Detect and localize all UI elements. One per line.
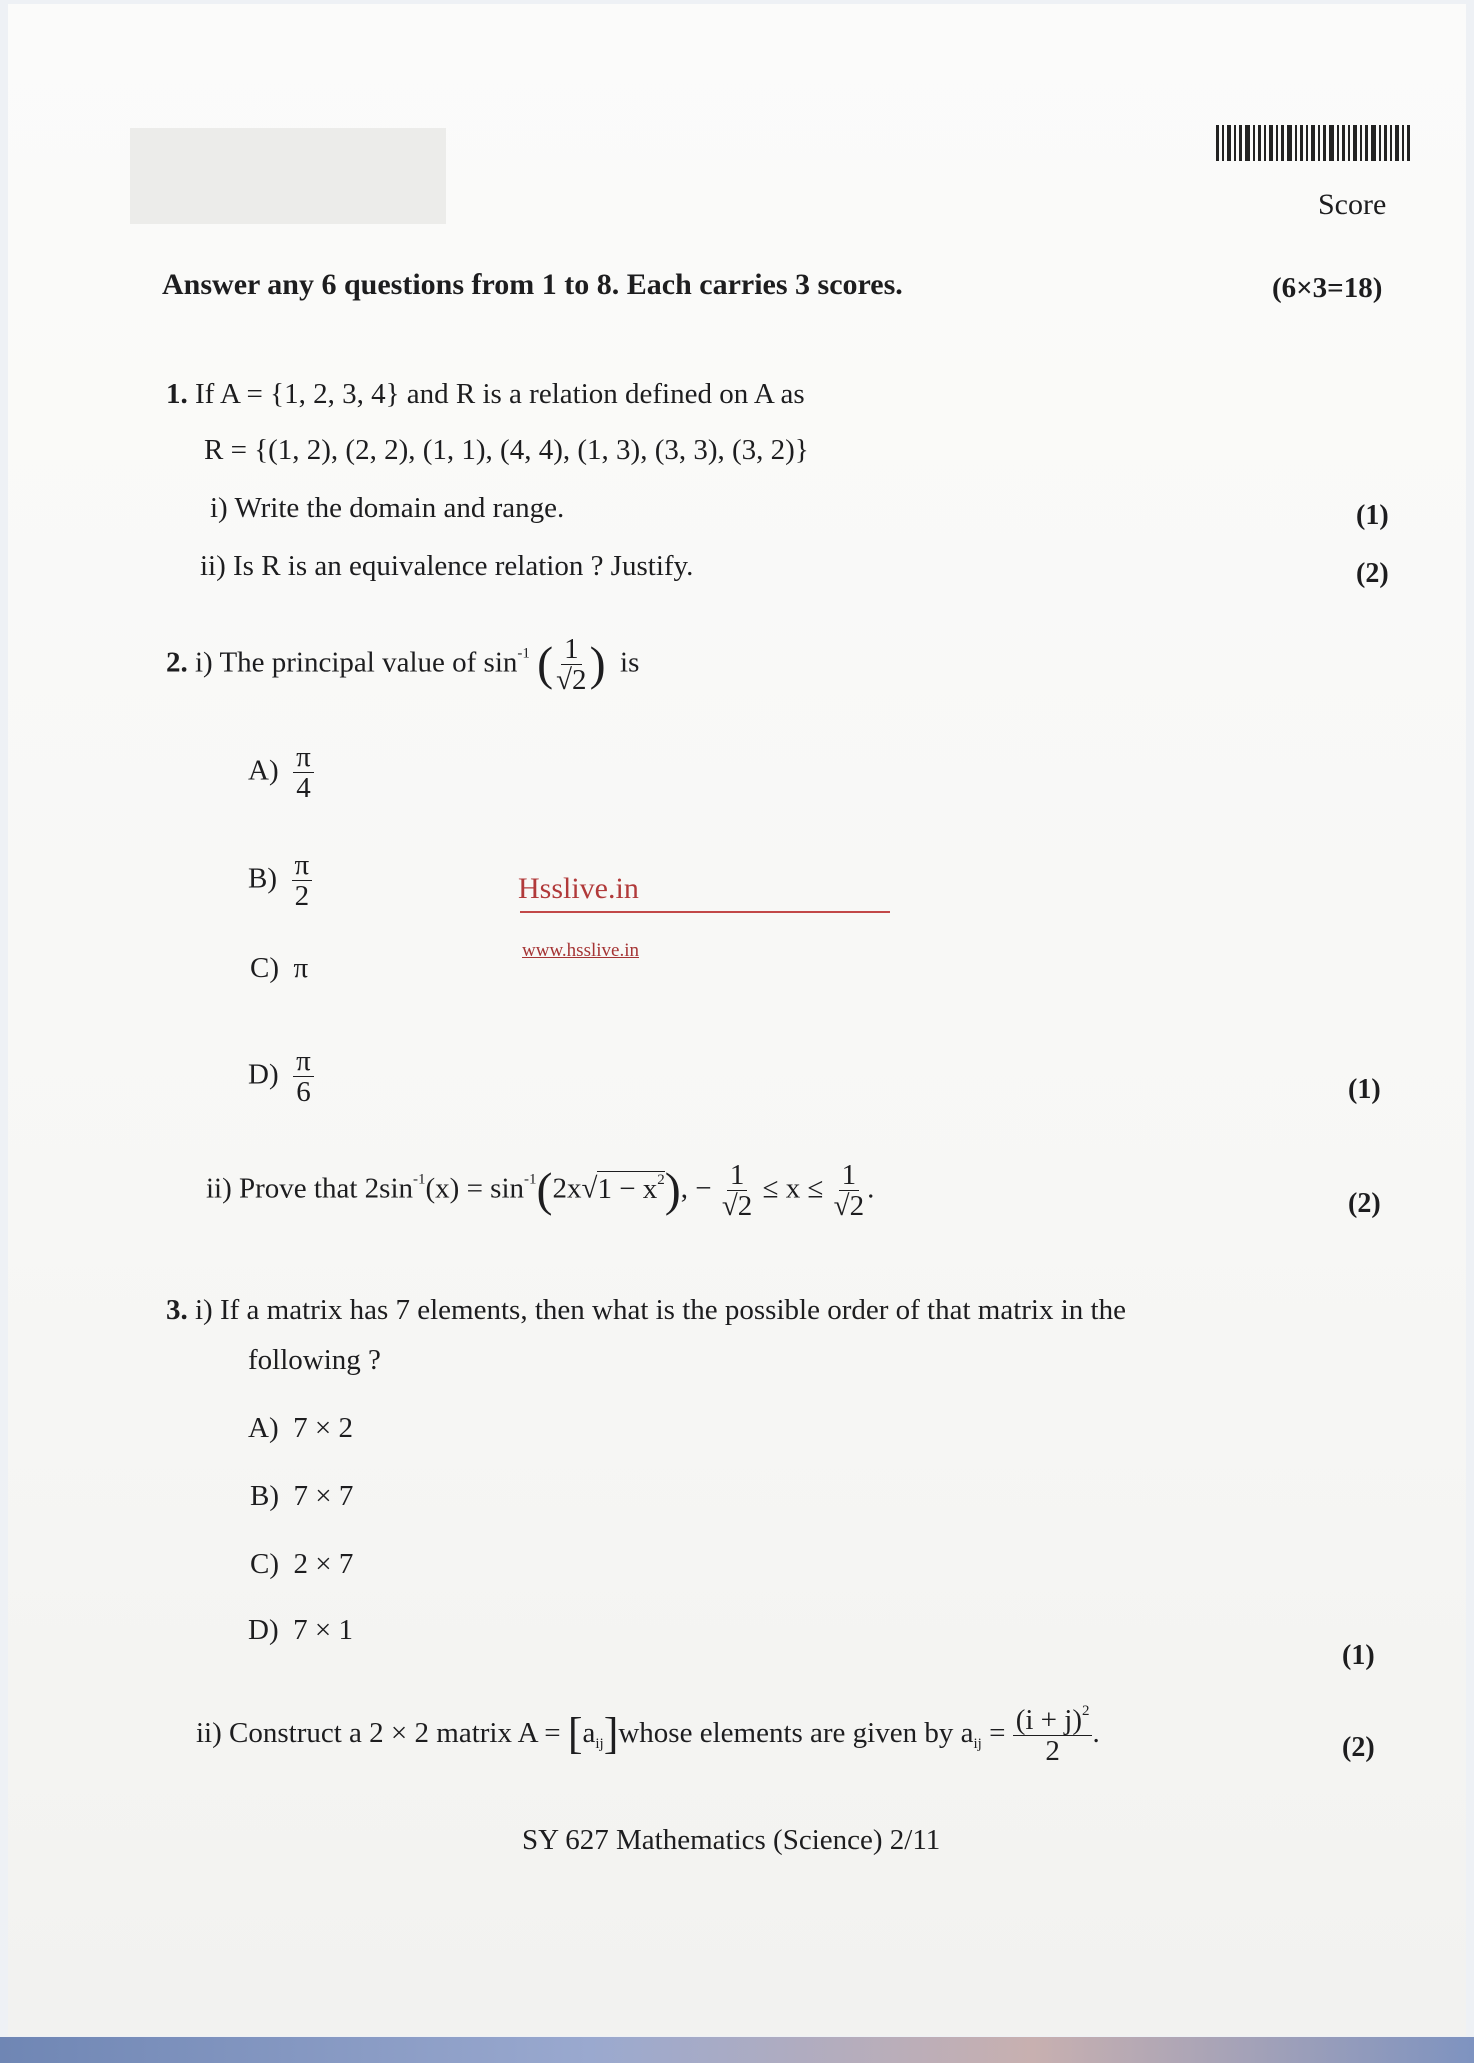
q2-part-i-mark: (1) — [1348, 1074, 1381, 1105]
page-footer: SY 627 Mathematics (Science) 2/11 — [522, 1824, 941, 1856]
square-sup: 2 — [1081, 1703, 1090, 1719]
q2-inverse-sup: -1 — [517, 645, 530, 662]
frac-den: 6 — [296, 1076, 311, 1109]
option-label: B) — [248, 862, 277, 895]
neg-bound-fraction — [719, 1160, 755, 1222]
q2-number: 2. — [166, 646, 188, 679]
q2-frac-den: √2 — [556, 664, 587, 697]
matrix-element: a — [582, 1717, 596, 1750]
q1-part-ii-mark: (2) — [1356, 558, 1389, 589]
num-text: (i + j) — [1015, 1704, 1082, 1736]
option-text: 7 × 1 — [293, 1614, 353, 1646]
q2-part-ii-a: ii) Prove that 2sin — [206, 1172, 414, 1205]
element-formula-fraction — [1013, 1704, 1093, 1767]
q1-part-ii: ii) Is R is an equivalence relation ? Justify. — [200, 550, 694, 582]
total-score: (6×3=18) — [1272, 272, 1383, 304]
q2-part-ii-b: (x) = sin — [425, 1172, 525, 1205]
option-label: D) — [248, 1058, 279, 1091]
pos-bound-fraction — [831, 1160, 867, 1222]
square-sup: 2 — [657, 1171, 665, 1188]
frac-den: √2 — [833, 1190, 865, 1223]
paren-right: ) — [664, 1163, 681, 1217]
q3-part-ii-b: whose elements are given by a — [618, 1717, 974, 1750]
q3-part-ii-mark: (2) — [1342, 1732, 1375, 1763]
q3-part-i-mark: (1) — [1342, 1640, 1375, 1671]
q1-part-i: i) Write the domain and range. — [210, 492, 565, 524]
q3-option-a — [248, 1412, 353, 1445]
inverse-sup: -1 — [524, 1171, 537, 1188]
option-label: C) — [250, 952, 279, 984]
frac-num: 1 — [727, 1160, 748, 1191]
option-fraction — [292, 850, 313, 912]
q1-relation: R = {(1, 2), (2, 2), (1, 1), (4, 4), (1, 3), (3, 3), (3, 2)} — [204, 434, 809, 466]
option-label: D) — [248, 1614, 279, 1646]
option-label: C) — [250, 1548, 279, 1580]
paren-left: ( — [536, 1163, 553, 1217]
q2-option-d — [248, 1046, 314, 1108]
q2-part-i-suffix: is — [620, 646, 640, 679]
paren-right: ) — [589, 637, 606, 691]
matrix-sub: ij — [595, 1736, 604, 1753]
watermark-underline — [520, 911, 890, 913]
q2-part-ii-mark: (2) — [1348, 1188, 1381, 1219]
q1-part-i-mark: (1) — [1356, 500, 1389, 531]
barcode-icon — [1216, 125, 1410, 161]
watermark-site: Hsslive.in — [518, 872, 639, 905]
bracket-left: [ — [567, 1709, 583, 1759]
q3-option-d — [248, 1614, 353, 1647]
sqrt-content — [597, 1171, 664, 1205]
frac-num: π — [293, 742, 314, 773]
q2-part-ii-e: ≤ x ≤ — [762, 1172, 824, 1205]
q2-part-ii: ii) Prove that $2\sin^{-1}(x) = \sin^{-1}(2x√1 - x^2)$, − $\frac{1}{√2}$ ≤ x ≤ $\frac{1}{√2}$ . — [206, 1159, 875, 1223]
option-fraction — [293, 742, 314, 804]
q3-part-i-text: i) If a matrix has 7 elements, then what is the possible order of that matrix in the — [195, 1294, 1126, 1326]
q2-part-ii-d: , − — [680, 1172, 712, 1205]
q3-part-ii-a: ii) Construct a 2 × 2 matrix A = — [196, 1717, 561, 1750]
q1-intro-line — [166, 378, 805, 411]
option-label: A) — [248, 1412, 279, 1444]
frac-num — [1013, 1704, 1093, 1736]
frac-den: 2 — [1045, 1735, 1060, 1768]
q2-fraction — [553, 634, 589, 696]
q2-option-a — [248, 742, 314, 804]
q3-part-i-line2: following ? — [248, 1344, 381, 1376]
option-label: B) — [250, 1480, 279, 1512]
q3-option-b — [250, 1480, 353, 1513]
option-text: π — [293, 952, 309, 984]
faded-stamp — [130, 128, 446, 224]
q2-part-i-prefix: i) The principal value of sin — [195, 646, 518, 679]
option-text: 7 × 7 — [293, 1480, 354, 1512]
q1-intro: If A = {1, 2, 3, 4} and R is a relation defined on A as — [195, 378, 805, 410]
option-fraction — [293, 1046, 314, 1108]
score-label: Score — [1318, 188, 1387, 221]
element-sub: ij — [973, 1736, 982, 1753]
frac-num: π — [292, 850, 313, 881]
instruction: Answer any 6 questions from 1 to 8. Each carries 3 scores. — [162, 268, 903, 301]
q3-part-ii: ii) Construct a 2 × 2 matrix $A = [a_{ij}]whose$ elements are given by $a_{ij}$ = $\frac{(i + j)^2}{2}$ . — [196, 1703, 1100, 1768]
equals-sign: = — [989, 1717, 1006, 1750]
q2-part-ii-f: . — [867, 1172, 875, 1205]
q3-number: 3. — [166, 1294, 188, 1326]
frac-den: 2 — [294, 880, 310, 913]
option-text: 7 × 2 — [293, 1412, 353, 1444]
option-text: 2 × 7 — [293, 1548, 354, 1580]
q2-option-b — [248, 850, 312, 912]
background-strip — [0, 2037, 1474, 2063]
q2-option-c — [250, 952, 308, 985]
bracket-right: ] — [603, 1709, 619, 1759]
q2-part-ii-c: 2x — [552, 1172, 582, 1205]
q2-part-i — [166, 634, 639, 696]
q2-frac-num: 1 — [561, 634, 582, 665]
option-label: A) — [248, 754, 279, 787]
inverse-sup: -1 — [413, 1171, 426, 1188]
watermark-url: www.hsslive.in — [522, 940, 639, 961]
q3-option-c — [250, 1548, 353, 1581]
q3-part-i-line1 — [166, 1294, 1126, 1327]
frac-num: 1 — [839, 1160, 860, 1191]
frac-den: √2 — [721, 1190, 753, 1223]
sqrt-text: 1 − x — [597, 1172, 658, 1205]
frac-num: π — [293, 1046, 314, 1077]
frac-den: 4 — [296, 772, 311, 805]
q1-number: 1. — [166, 378, 188, 410]
paren-left: ( — [537, 637, 554, 691]
